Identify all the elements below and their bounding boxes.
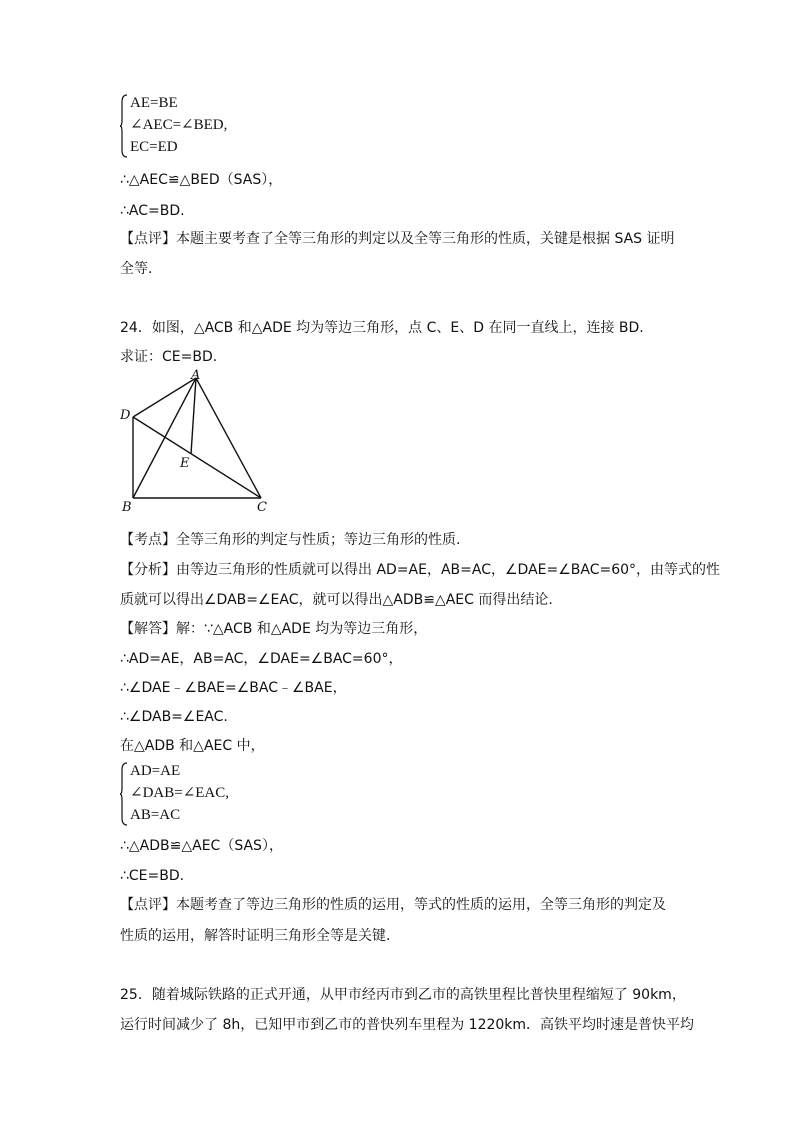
equation-system-1 [120, 94, 320, 158]
segment-AC [196, 378, 261, 498]
segment-AE [191, 378, 196, 454]
left-brace-icon [120, 94, 128, 158]
question-24-stem: 24．如图，△ACB 和△ADE 均为等边三角形，点 C、E、D 在同一直线上，连接 BD. [120, 320, 644, 336]
point-label-A: A [191, 368, 201, 383]
solution-line: 在△ADB 和△AEC 中， [120, 738, 265, 754]
text-line: ∴AC=BD. [120, 203, 185, 219]
comment-line: 性质的运用，解答时证明三角形全等是关键. [120, 928, 391, 944]
solution-line: 【解答】解：∵△ACB 和△ADE 均为等边三角形， [120, 621, 428, 637]
comment-line: 【点评】本题主要考查了全等三角形的判定以及全等三角形的性质，关键是根据 SAS 证明 [120, 231, 675, 247]
point-label-D: D [120, 408, 131, 423]
question-25-line: 运行时间减少了 8h，已知甲市到乙市的普快列车里程为 1220km．高铁平均时速是普快平均 [120, 1017, 695, 1033]
solution-line: ∴CE=BD. [120, 868, 185, 884]
equation-row: ∠DAB=∠EAC, [130, 785, 230, 801]
question-25-line: 25．随着城际铁路的正式开通，从甲市经丙市到乙市的高铁里程比普快里程缩短了 90km， [120, 987, 686, 1003]
equation-system-2 [120, 762, 320, 826]
comment-line: 【点评】本题考查了等边三角形的性质的运用，等式的性质的运用，全等三角形的判定及 [120, 897, 666, 913]
text-line: ∴△AEC≌△BED（SAS）， [120, 172, 283, 188]
solution-line: ∴∠DAE﹣∠BAE=∠BAC﹣∠BAE， [120, 680, 347, 696]
point-label-C: C [257, 500, 267, 515]
solution-line: ∴∠DAB=∠EAC. [120, 709, 228, 725]
solution-line: ∴△ADB≌△AEC（SAS）， [120, 838, 283, 854]
equation-row: AE=BE [130, 95, 178, 111]
segment-AB [133, 378, 196, 498]
point-label-E: E [180, 456, 190, 471]
analysis-line: 质就可以得出∠DAB=∠EAC，就可以得出△ADB≌△AEC 而得出结论. [120, 592, 553, 608]
segment-DC [133, 417, 261, 498]
point-label-B: B [122, 500, 132, 515]
equation-row: AB=AC [130, 807, 181, 823]
left-brace-icon [120, 762, 128, 826]
equation-row: AD=AE [130, 763, 181, 779]
comment-line: 全等. [120, 261, 153, 277]
equation-row: EC=ED [130, 139, 178, 155]
question-24-prove: 求证：CE=BD. [120, 349, 218, 365]
knowledge-point-line: 【考点】全等三角形的判定与性质；等边三角形的性质. [120, 532, 461, 548]
equation-row: ∠AEC=∠BED, [130, 117, 228, 133]
triangle-figure [118, 368, 278, 516]
analysis-line: 【分析】由等边三角形的性质就可以得出 AD=AE，AB=AC，∠DAE=∠BAC=60°，由等式的性 [120, 562, 721, 578]
solution-line: ∴AD=AE，AB=AC，∠DAE=∠BAC=60°， [120, 651, 403, 667]
